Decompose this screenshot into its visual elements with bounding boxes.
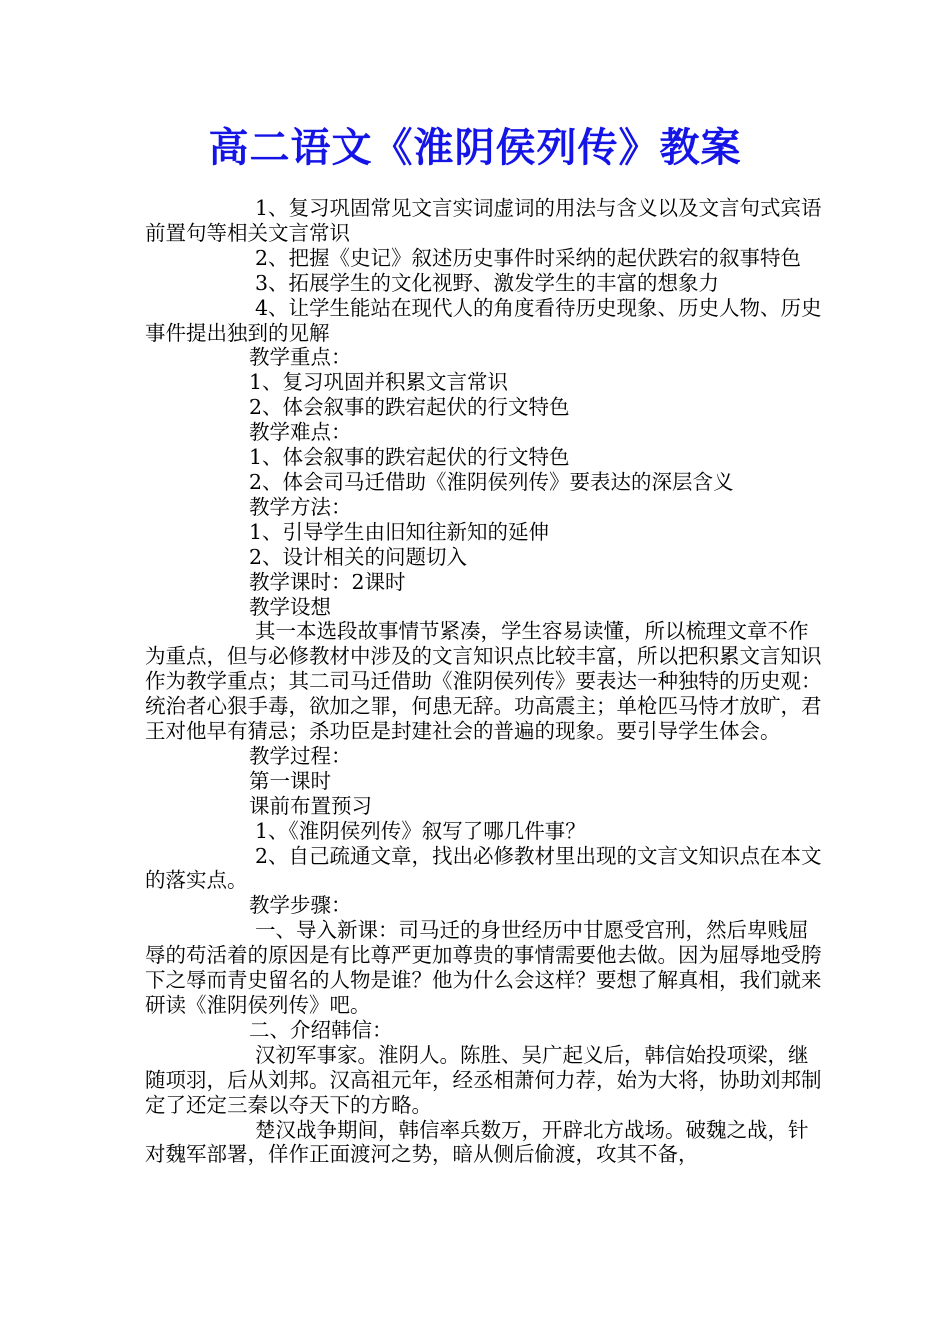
paragraph: 2、把握《史记》叙述历史事件时采纳的起伏跌宕的叙事特色 [255, 245, 802, 270]
paragraph: 楚汉战争期间，韩信率兵数万，开辟北方战场。破魏之战，针对魏军部署，佯作正面渡河之势，暗从侧后偷渡，攻其不备， [145, 1117, 809, 1167]
section-heading: 第一课时 [249, 768, 331, 793]
section-heading: 二、介绍韩信： [249, 1017, 393, 1042]
paragraph: 1、引导学生由旧知往新知的延伸 [249, 519, 550, 544]
paragraph: 2、体会叙事的跌宕起伏的行文特色 [249, 395, 570, 420]
section-heading: 教学难点： [249, 420, 352, 445]
paragraph: 4、让学生能站在现代人的角度看待历史现象、历史人物、历史事件提出独到的见解 [145, 295, 822, 345]
paragraph: 1、复习巩固常见文言实词虚词的用法与含义以及文言句式宾语前置句等相关文言常识 [145, 196, 822, 245]
paragraph: 汉初军事家。淮阴人。陈胜、吴广起义后，韩信始投项梁，继随项羽，后从刘邦。汉高祖元年，经丞相萧何力荐，始为大将，协助刘邦制定了还定三秦以夺天下的方略。 [145, 1042, 822, 1117]
section-heading: 教学过程： [249, 743, 352, 768]
paragraph: 一、导入新课：司马迁的身世经历中甘愿受宫刑，然后卑贱屈辱的苟活着的原因是有比尊严更加尊贵的事情需要他去做。因为屈辱地受胯下之辱而青史留名的人物是谁？他为什么会这样？要想了解真相，我们就来研读《淮阴侯列传》吧。 [145, 918, 822, 1017]
section-heading: 教学方法： [249, 494, 352, 519]
paragraph: 2、设计相关的问题切入 [249, 544, 468, 569]
paragraph: 3、拓展学生的文化视野、激发学生的丰富的想象力 [255, 270, 720, 295]
section-heading: 教学设想 [249, 594, 331, 619]
paragraph: 1、体会叙事的跌宕起伏的行文特色 [249, 445, 570, 470]
document-body [145, 196, 825, 1167]
section-heading: 教学课时：2课时 [249, 569, 406, 594]
paragraph: 2、体会司马迁借助《淮阴侯列传》要表达的深层含义 [249, 469, 734, 494]
paragraph: 1、《淮阴侯列传》叙写了哪几件事？ [255, 818, 586, 843]
section-heading: 教学重点： [249, 345, 352, 370]
paragraph: 其一本选段故事情节紧凑，学生容易读懂，所以梳理文章不作为重点，但与必修教材中涉及的文言知识点比较丰富，所以把积累文言知识作为教学重点；其二司马迁借助《淮阴侯列传》要表达一种独特的历史观：统治者心狠手毒，欲加之罪，何患无辞。功高震主；单枪匹马恃才放旷，君王对他早有猜忌；杀功臣是封建社会的普遍的现象。要引导学生体会。 [145, 619, 822, 744]
document-title: 高二语文《淮阴侯列传》教案 [208, 124, 742, 171]
section-heading: 课前布置预习 [249, 793, 372, 818]
section-heading: 教学步骤： [249, 893, 352, 918]
paragraph: 2、自己疏通文章，找出必修教材里出现的文言文知识点在本文的落实点。 [145, 843, 822, 893]
paragraph: 1、复习巩固并积累文言常识 [249, 370, 509, 395]
